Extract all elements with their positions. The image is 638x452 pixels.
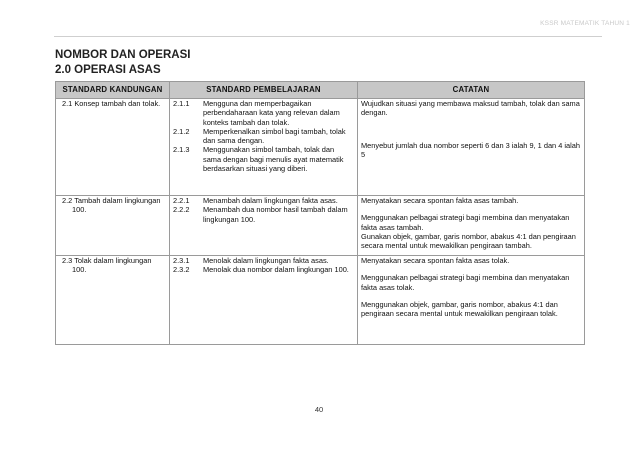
catatan-note: Menyatakan secara spontan fakta asas tambah. — [361, 196, 519, 205]
catatan-note: Gunakan objek, gambar, garis nombor, abakus 4:1 dan pengiraan secara mental untuk mewakilkan pengiraan tambah. — [361, 231, 576, 251]
catatan-cell — [358, 196, 585, 256]
column-header-kandungan: STANDARD KANDUNGAN — [56, 82, 170, 99]
column-header-pembelajaran: STANDARD PEMBELAJARAN — [170, 82, 358, 99]
table-row — [56, 196, 585, 256]
learning-standard-item — [173, 205, 354, 224]
catatan-note: Menggunakan pelbagai strategi bagi membina dan menyatakan fakta asas tambah. — [361, 213, 570, 232]
standard-kandungan-cell: 2.2 Tambah dalam lingkungan 100. — [56, 196, 170, 256]
table-header-row — [56, 82, 585, 99]
learning-standard-code: 2.3.1 — [173, 256, 190, 265]
subsection-title: 2.0 OPERASI ASAS — [55, 64, 161, 76]
learning-standard-item — [173, 256, 354, 265]
learning-standard-code: 2.1.3 — [173, 145, 190, 155]
catatan-note: Menggunakan objek, gambar, garis nombor, abakus 4:1 dan pengiraan secara mental untuk mewakilkan pengiraan tolak. — [361, 299, 558, 319]
learning-standard-text: Menambah dalam lingkungan fakta asas. — [203, 196, 338, 205]
header-tag: KSSR MATEMATIK TAHUN 1 — [540, 20, 630, 27]
table-row — [56, 99, 585, 196]
header-divider — [54, 36, 602, 37]
learning-standard-item — [173, 265, 354, 274]
column-header-catatan: CATATAN — [358, 82, 585, 99]
catatan-cell — [358, 256, 585, 345]
learning-standard-code: 2.1.1 — [173, 99, 190, 108]
learning-standard-item — [173, 127, 354, 146]
learning-standard-code: 2.3.2 — [173, 265, 190, 275]
learning-standard-code: 2.2.2 — [173, 205, 190, 215]
table-row — [56, 256, 585, 345]
standard-pembelajaran-cell — [170, 256, 358, 345]
learning-standard-code: 2.1.2 — [173, 126, 190, 136]
page-header — [0, 0, 638, 42]
learning-standard-text: Mengguna dan memperbagaikan perbendaharaan kata yang relevan dalam konteks tambah dan tolak. — [203, 99, 340, 127]
catatan-note: Menyatakan secara spontan fakta asas tolak. — [361, 256, 510, 265]
learning-standard-text: Menambah dua nombor hasil tambah dalam lingkungan 100. — [203, 205, 348, 224]
learning-standard-item — [173, 196, 354, 205]
learning-standard-item — [173, 99, 354, 127]
learning-standard-text: Menolak dalam lingkungan fakta asas. — [203, 256, 329, 265]
catatan-note: Menyebut jumlah dua nombor seperti 6 dan 3 ialah 9, 1 dan 4 ialah 5 — [361, 140, 580, 159]
learning-standard-text: Menggunakan simbol tambah, tolak dan sama dengan bagi menulis ayat matematik berdasarkan situasi yang diberi. — [203, 145, 344, 174]
page-number: 40 — [314, 405, 324, 414]
standard-pembelajaran-cell — [170, 99, 358, 196]
catatan-note: Wujudkan situasi yang membawa maksud tambah, tolak dan sama dengan. — [361, 99, 580, 118]
spacer — [361, 118, 581, 141]
learning-standard-text: Memperkenalkan simbol bagi tambah, tolak dan sama dengan. — [203, 126, 346, 146]
standard-kandungan-cell: 2.1 Konsep tambah dan tolak. — [56, 99, 170, 196]
curriculum-table — [55, 81, 585, 345]
catatan-note: Menggunakan pelbagai strategi bagi membina dan menyatakan fakta asas tolak. — [361, 273, 570, 292]
learning-standard-item — [173, 145, 354, 173]
learning-standard-text: Menolak dua nombor dalam lingkungan 100. — [203, 265, 349, 275]
learning-standard-code: 2.2.1 — [173, 196, 190, 205]
standard-kandungan-cell: 2.3 Tolak dalam lingkungan 100. — [56, 256, 170, 345]
standard-pembelajaran-cell — [170, 196, 358, 256]
section-title: NOMBOR DAN OPERASI — [55, 49, 191, 61]
catatan-cell — [358, 99, 585, 196]
